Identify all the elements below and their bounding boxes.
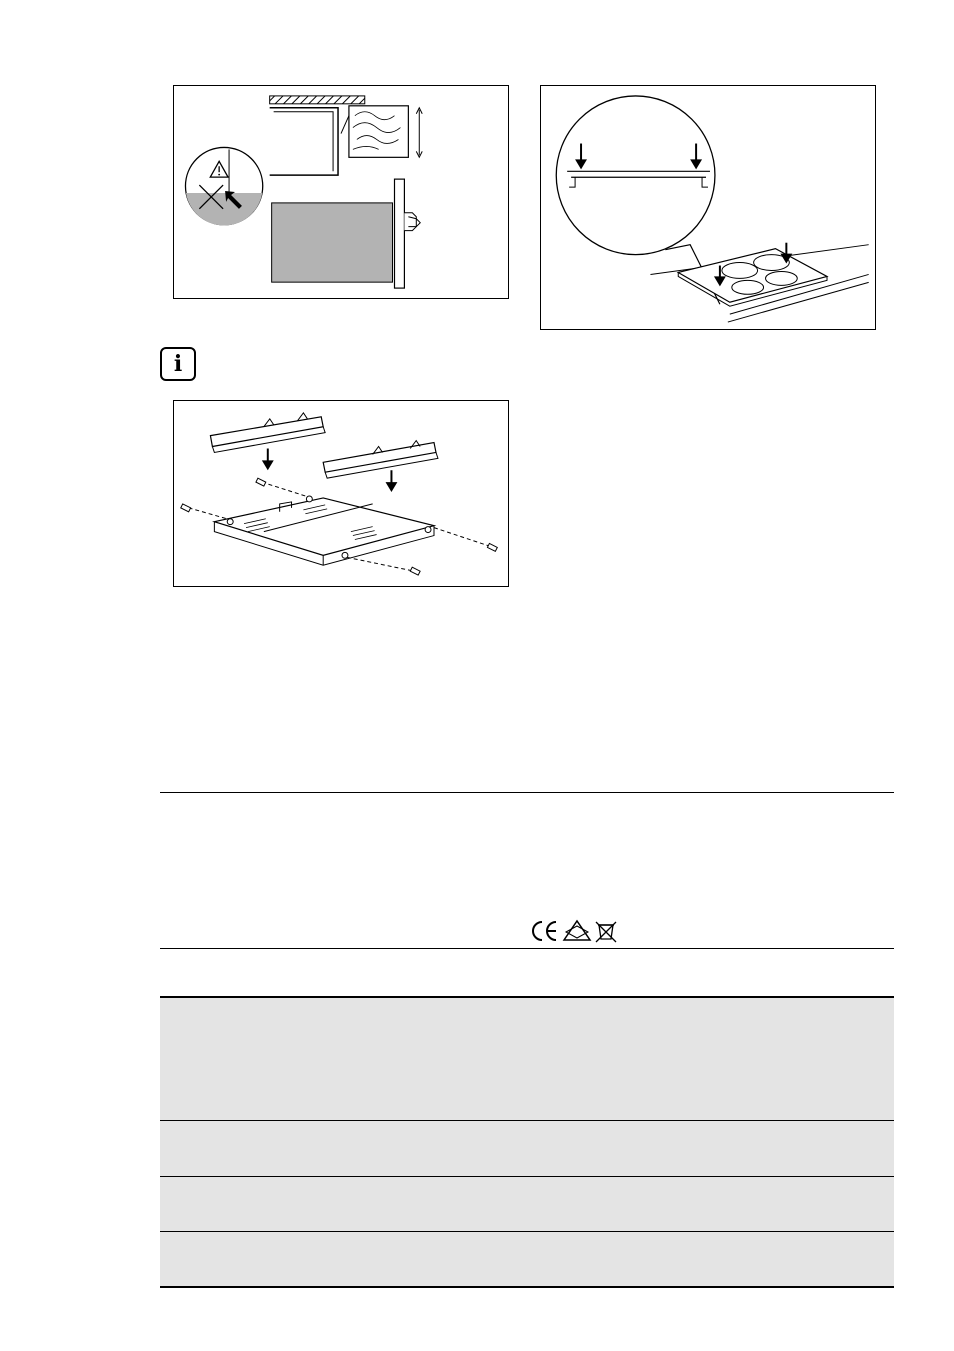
hob-pressing-figure [540, 85, 876, 330]
cabinet-drawing [174, 86, 508, 298]
hob-drawing [541, 86, 875, 329]
table-header-row [160, 998, 894, 1120]
screw-icon [487, 543, 497, 551]
assembly-drawing [174, 401, 508, 586]
screw-icon [410, 567, 420, 575]
certification-marks [528, 918, 624, 944]
ce-mark-icon [533, 922, 556, 940]
info-icon [160, 347, 196, 381]
section-divider [160, 948, 894, 949]
screw-icon [181, 504, 191, 512]
cabinet-cross-section-figure [173, 85, 509, 299]
vde-mark-icon [564, 921, 590, 940]
table-row [160, 1121, 894, 1176]
frame-assembly-figure [173, 400, 509, 587]
info-glyph: i [173, 351, 183, 377]
weee-bin-icon [596, 922, 616, 942]
section-divider [160, 792, 894, 793]
screw-icon [256, 478, 266, 486]
table-row [160, 1232, 894, 1286]
table-bottom-rule [160, 1286, 894, 1288]
table-row [160, 1177, 894, 1231]
